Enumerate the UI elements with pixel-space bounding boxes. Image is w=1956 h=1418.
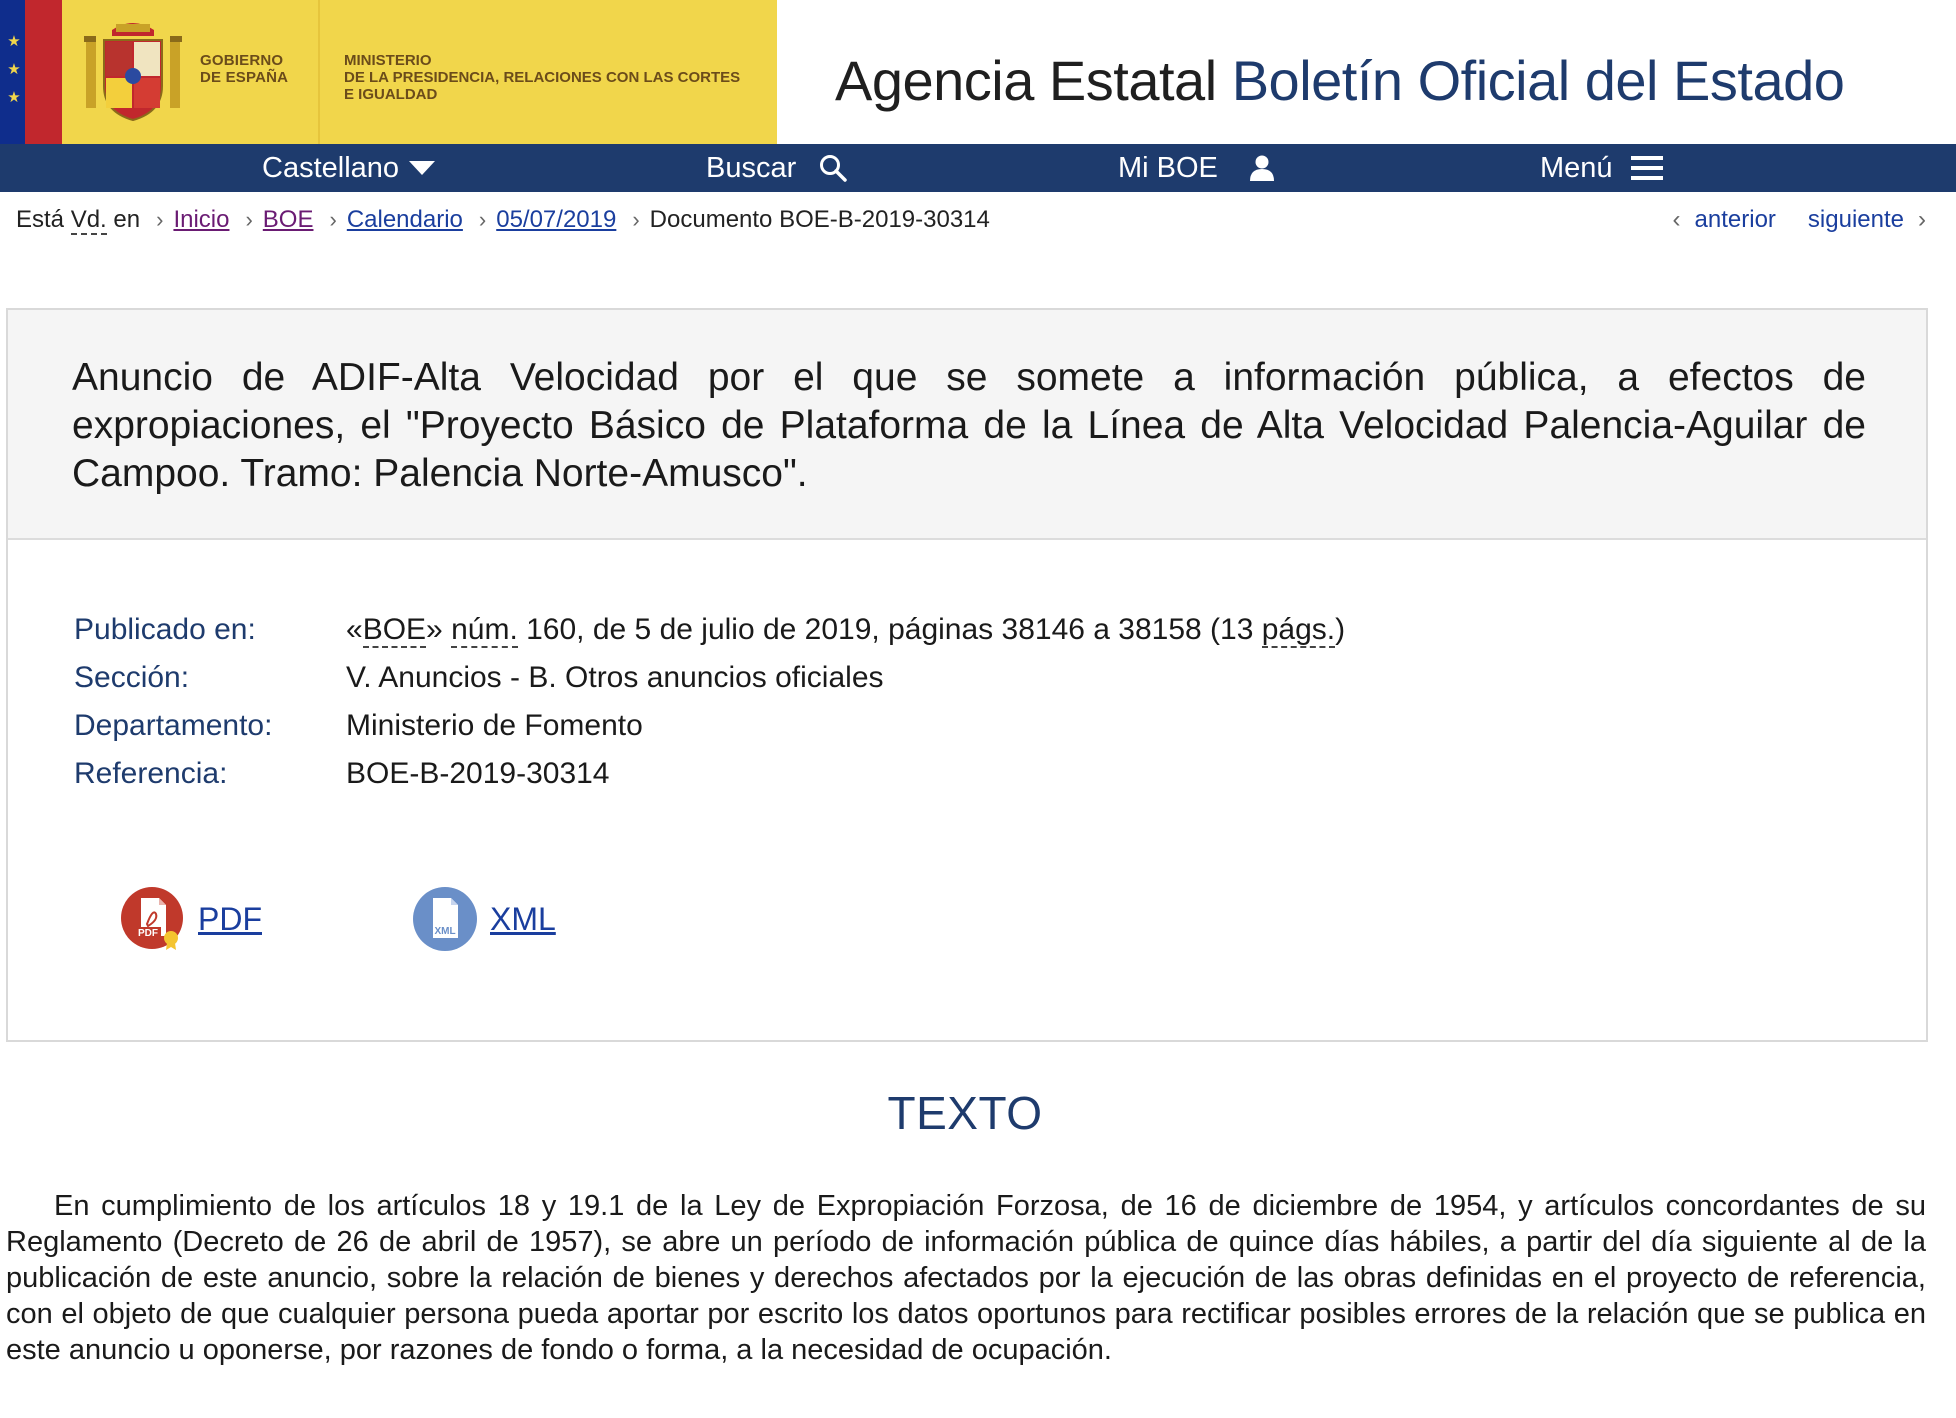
document-summary bbox=[6, 308, 1928, 1042]
search-icon bbox=[818, 153, 848, 183]
search-button[interactable] bbox=[706, 144, 848, 192]
num-abbr: núm. bbox=[451, 613, 518, 646]
menu-button[interactable] bbox=[1540, 144, 1663, 192]
breadcrumb-link-inicio[interactable]: Inicio bbox=[173, 206, 230, 233]
breadcrumb bbox=[16, 206, 990, 234]
meta-published-label: Publicado en: bbox=[74, 613, 256, 646]
my-boe-button[interactable] bbox=[1118, 144, 1276, 192]
text-section-heading: TEXTO bbox=[887, 1087, 1043, 1139]
chevron-right-icon: › bbox=[156, 207, 164, 232]
meta-reference-value: BOE-B-2019-30314 bbox=[346, 757, 610, 790]
pdf-download[interactable] bbox=[120, 886, 262, 952]
breadcrumb-prefix-text: Está bbox=[16, 206, 65, 233]
chevron-right-icon: › bbox=[478, 207, 487, 232]
language-label: Castellano bbox=[262, 152, 400, 184]
chevron-right-icon: › bbox=[245, 207, 253, 232]
meta-reference-label: Referencia: bbox=[74, 757, 228, 790]
meta-department bbox=[74, 702, 1345, 750]
ministry-label: MINISTERIO DE LA PRESIDENCIA, RELACIONES CON LAS CORTES E IGUALDAD bbox=[344, 52, 741, 103]
breadcrumb-link-calendario[interactable]: Calendario bbox=[346, 206, 463, 233]
meta-section bbox=[74, 654, 1345, 702]
document-pager bbox=[1673, 206, 1926, 234]
meta-published bbox=[74, 606, 1345, 654]
pdf-icon-text: PDF bbox=[138, 928, 158, 939]
hamburger-menu-icon bbox=[1631, 155, 1663, 181]
chevron-right-icon: › bbox=[1918, 206, 1926, 233]
meta-department-value: Ministerio de Fomento bbox=[346, 709, 643, 742]
quote-open: « bbox=[346, 613, 363, 646]
my-boe-label: Mi BOE bbox=[1118, 152, 1218, 184]
breadcrumb-abbr: Vd. bbox=[70, 206, 107, 233]
menu-label: Menú bbox=[1540, 152, 1613, 184]
meta-published-value bbox=[346, 606, 1345, 654]
previous-link[interactable]: anterior bbox=[1694, 206, 1776, 233]
main-navigation bbox=[0, 144, 1956, 192]
body-paragraph: En cumplimiento de los artículos 18 y 19.1 de la Ley de Expropiación Forzosa, de 16 de diciembre de 1954, y artículos concordantes de su Reglamento (Decreto de 26 de abril de 1957), se abre un período de información pública de quince días hábiles, a partir del día siguiente al de la publicación de este anuncio, sobre la relación de bienes y derechos afectados por la ejecución de las obras definidas en el proyecto de referencia, con el objeto de que cualquier persona pueda aportar por escrito los datos oportunos para rectificar posibles errores de la relación que se publica en este anuncio u oponerse, por razones de fondo o forma, a la necesidad de ocupación. bbox=[6, 1190, 1926, 1366]
search-label: Buscar bbox=[706, 152, 797, 184]
pdf-link[interactable]: PDF bbox=[198, 900, 262, 937]
meta-department-label: Departamento: bbox=[74, 709, 273, 742]
chevron-right-icon: › bbox=[632, 207, 640, 232]
coat-of-arms-icon bbox=[82, 16, 184, 124]
published-detail: 160, de 5 de julio de 2019, páginas 38146 a 38158 (13 bbox=[526, 613, 1254, 646]
breadcrumb-link-date[interactable]: 05/07/2019 bbox=[496, 206, 617, 233]
quote-close: » bbox=[426, 613, 443, 646]
download-links bbox=[120, 886, 706, 952]
eu-stars-icon: ★ ★ ★ bbox=[7, 33, 21, 106]
meta-section-label: Sección: bbox=[74, 661, 190, 694]
breadcrumb-prefix bbox=[16, 206, 140, 234]
agency-name: Boletín Oficial del Estado bbox=[1231, 49, 1845, 112]
pags-abbr: págs. bbox=[1261, 613, 1336, 646]
document-metadata bbox=[74, 606, 1345, 798]
eu-flag-strip bbox=[0, 0, 25, 144]
language-selector[interactable] bbox=[262, 144, 435, 192]
caret-down-icon bbox=[409, 161, 435, 175]
xml-link[interactable]: XML bbox=[490, 900, 556, 937]
meta-section-value: V. Anuncios - B. Otros anuncios oficiales bbox=[346, 661, 884, 694]
breadcrumb-link-boe[interactable]: BOE bbox=[262, 206, 314, 233]
spain-flag-strip bbox=[25, 0, 62, 144]
user-icon bbox=[1248, 154, 1276, 182]
gobierno-label: GOBIERNO DE ESPAÑA bbox=[200, 52, 289, 86]
site-header bbox=[0, 0, 1956, 144]
boe-abbr: BOE bbox=[362, 613, 427, 646]
logo-divider bbox=[318, 0, 320, 144]
agency-prefix: Agencia Estatal bbox=[835, 49, 1217, 112]
xml-file-icon[interactable] bbox=[412, 886, 478, 952]
breadcrumb-current: Documento BOE-B-2019-30314 bbox=[649, 206, 990, 233]
pdf-file-icon[interactable] bbox=[120, 886, 186, 952]
breadcrumb-prefix-text: en bbox=[113, 206, 141, 233]
agency-title[interactable] bbox=[835, 48, 1844, 113]
meta-reference bbox=[74, 750, 1345, 798]
xml-download[interactable] bbox=[412, 886, 556, 952]
xml-icon-text: XML bbox=[434, 926, 456, 937]
chevron-right-icon: › bbox=[329, 207, 337, 232]
government-logo-block[interactable] bbox=[0, 0, 777, 144]
document-title: Anuncio de ADIF-Alta Velocidad por el que se somete a información pública, a efectos de expropiaciones, el "Proyecto Básico de Plataforma de la Línea de Alta Velocidad Palencia-Aguilar de Campoo. Tramo: Palencia Norte-Amusco". bbox=[72, 356, 1866, 495]
next-link[interactable]: siguiente bbox=[1807, 206, 1904, 233]
paren-close: ) bbox=[1335, 613, 1346, 646]
chevron-left-icon: ‹ bbox=[1672, 206, 1681, 233]
